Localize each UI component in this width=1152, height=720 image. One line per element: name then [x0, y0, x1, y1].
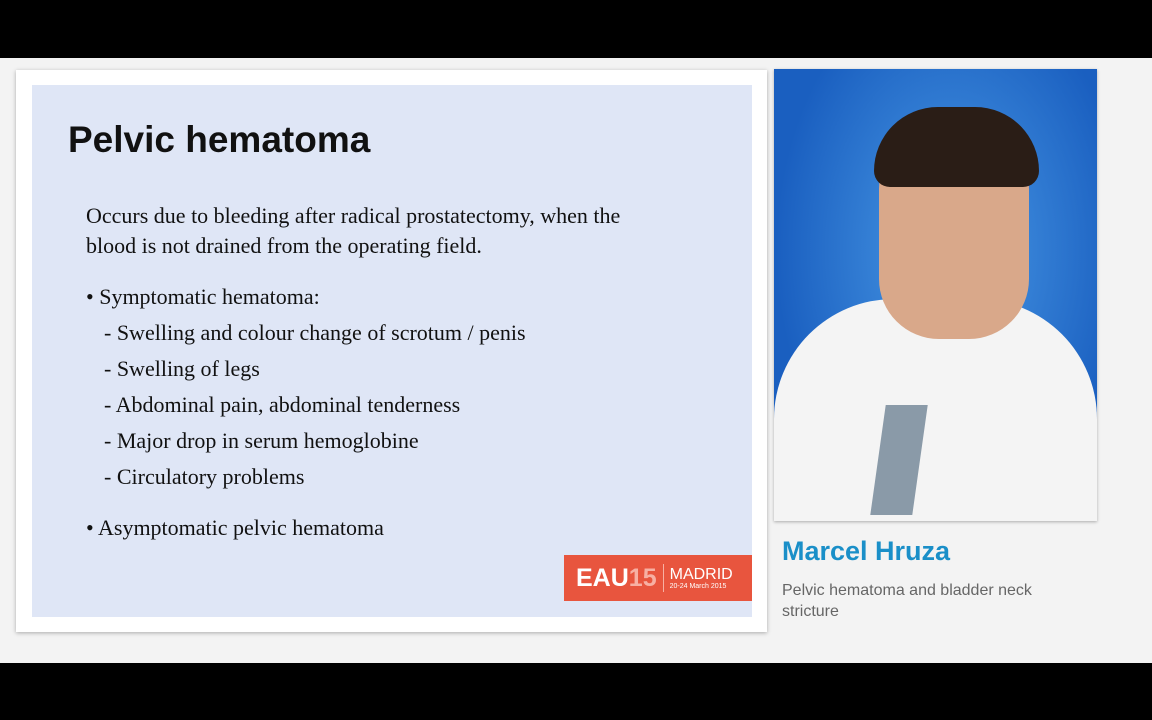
intro-line: Occurs due to bleeding after radical prostatectomy, when the	[86, 203, 621, 228]
logo-num: 15	[628, 563, 657, 592]
bullet-symptomatic: • Symptomatic hematoma:	[86, 284, 320, 309]
slide	[32, 85, 752, 617]
speaker-photo	[774, 69, 1097, 521]
logo-dates: 20-24 March 2015	[669, 582, 727, 590]
sub-item: - Abdominal pain, abdominal tenderness	[104, 392, 461, 417]
slide-title: Pelvic hematoma	[68, 119, 371, 160]
logo-divider	[663, 564, 664, 592]
sub-item: - Swelling of legs	[104, 356, 260, 381]
eau15-logo	[564, 555, 752, 601]
logo-eau: EAU	[576, 563, 629, 592]
slide-frame	[16, 70, 767, 632]
sub-item: - Circulatory problems	[104, 464, 305, 489]
sub-item: - Major drop in serum hemoglobine	[104, 428, 419, 453]
speaker-name: Marcel Hruza	[782, 536, 951, 566]
logo-city: MADRID	[669, 565, 733, 583]
sub-item: - Swelling and colour change of scrotum / penis	[104, 320, 526, 345]
intro-line: blood is not drained from the operating field.	[86, 233, 482, 258]
bullet-asymptomatic: • Asymptomatic pelvic hematoma	[86, 515, 384, 540]
video-stage	[0, 58, 1152, 663]
talk-title: Pelvic hematoma and bladder neck stricture	[782, 582, 1032, 620]
